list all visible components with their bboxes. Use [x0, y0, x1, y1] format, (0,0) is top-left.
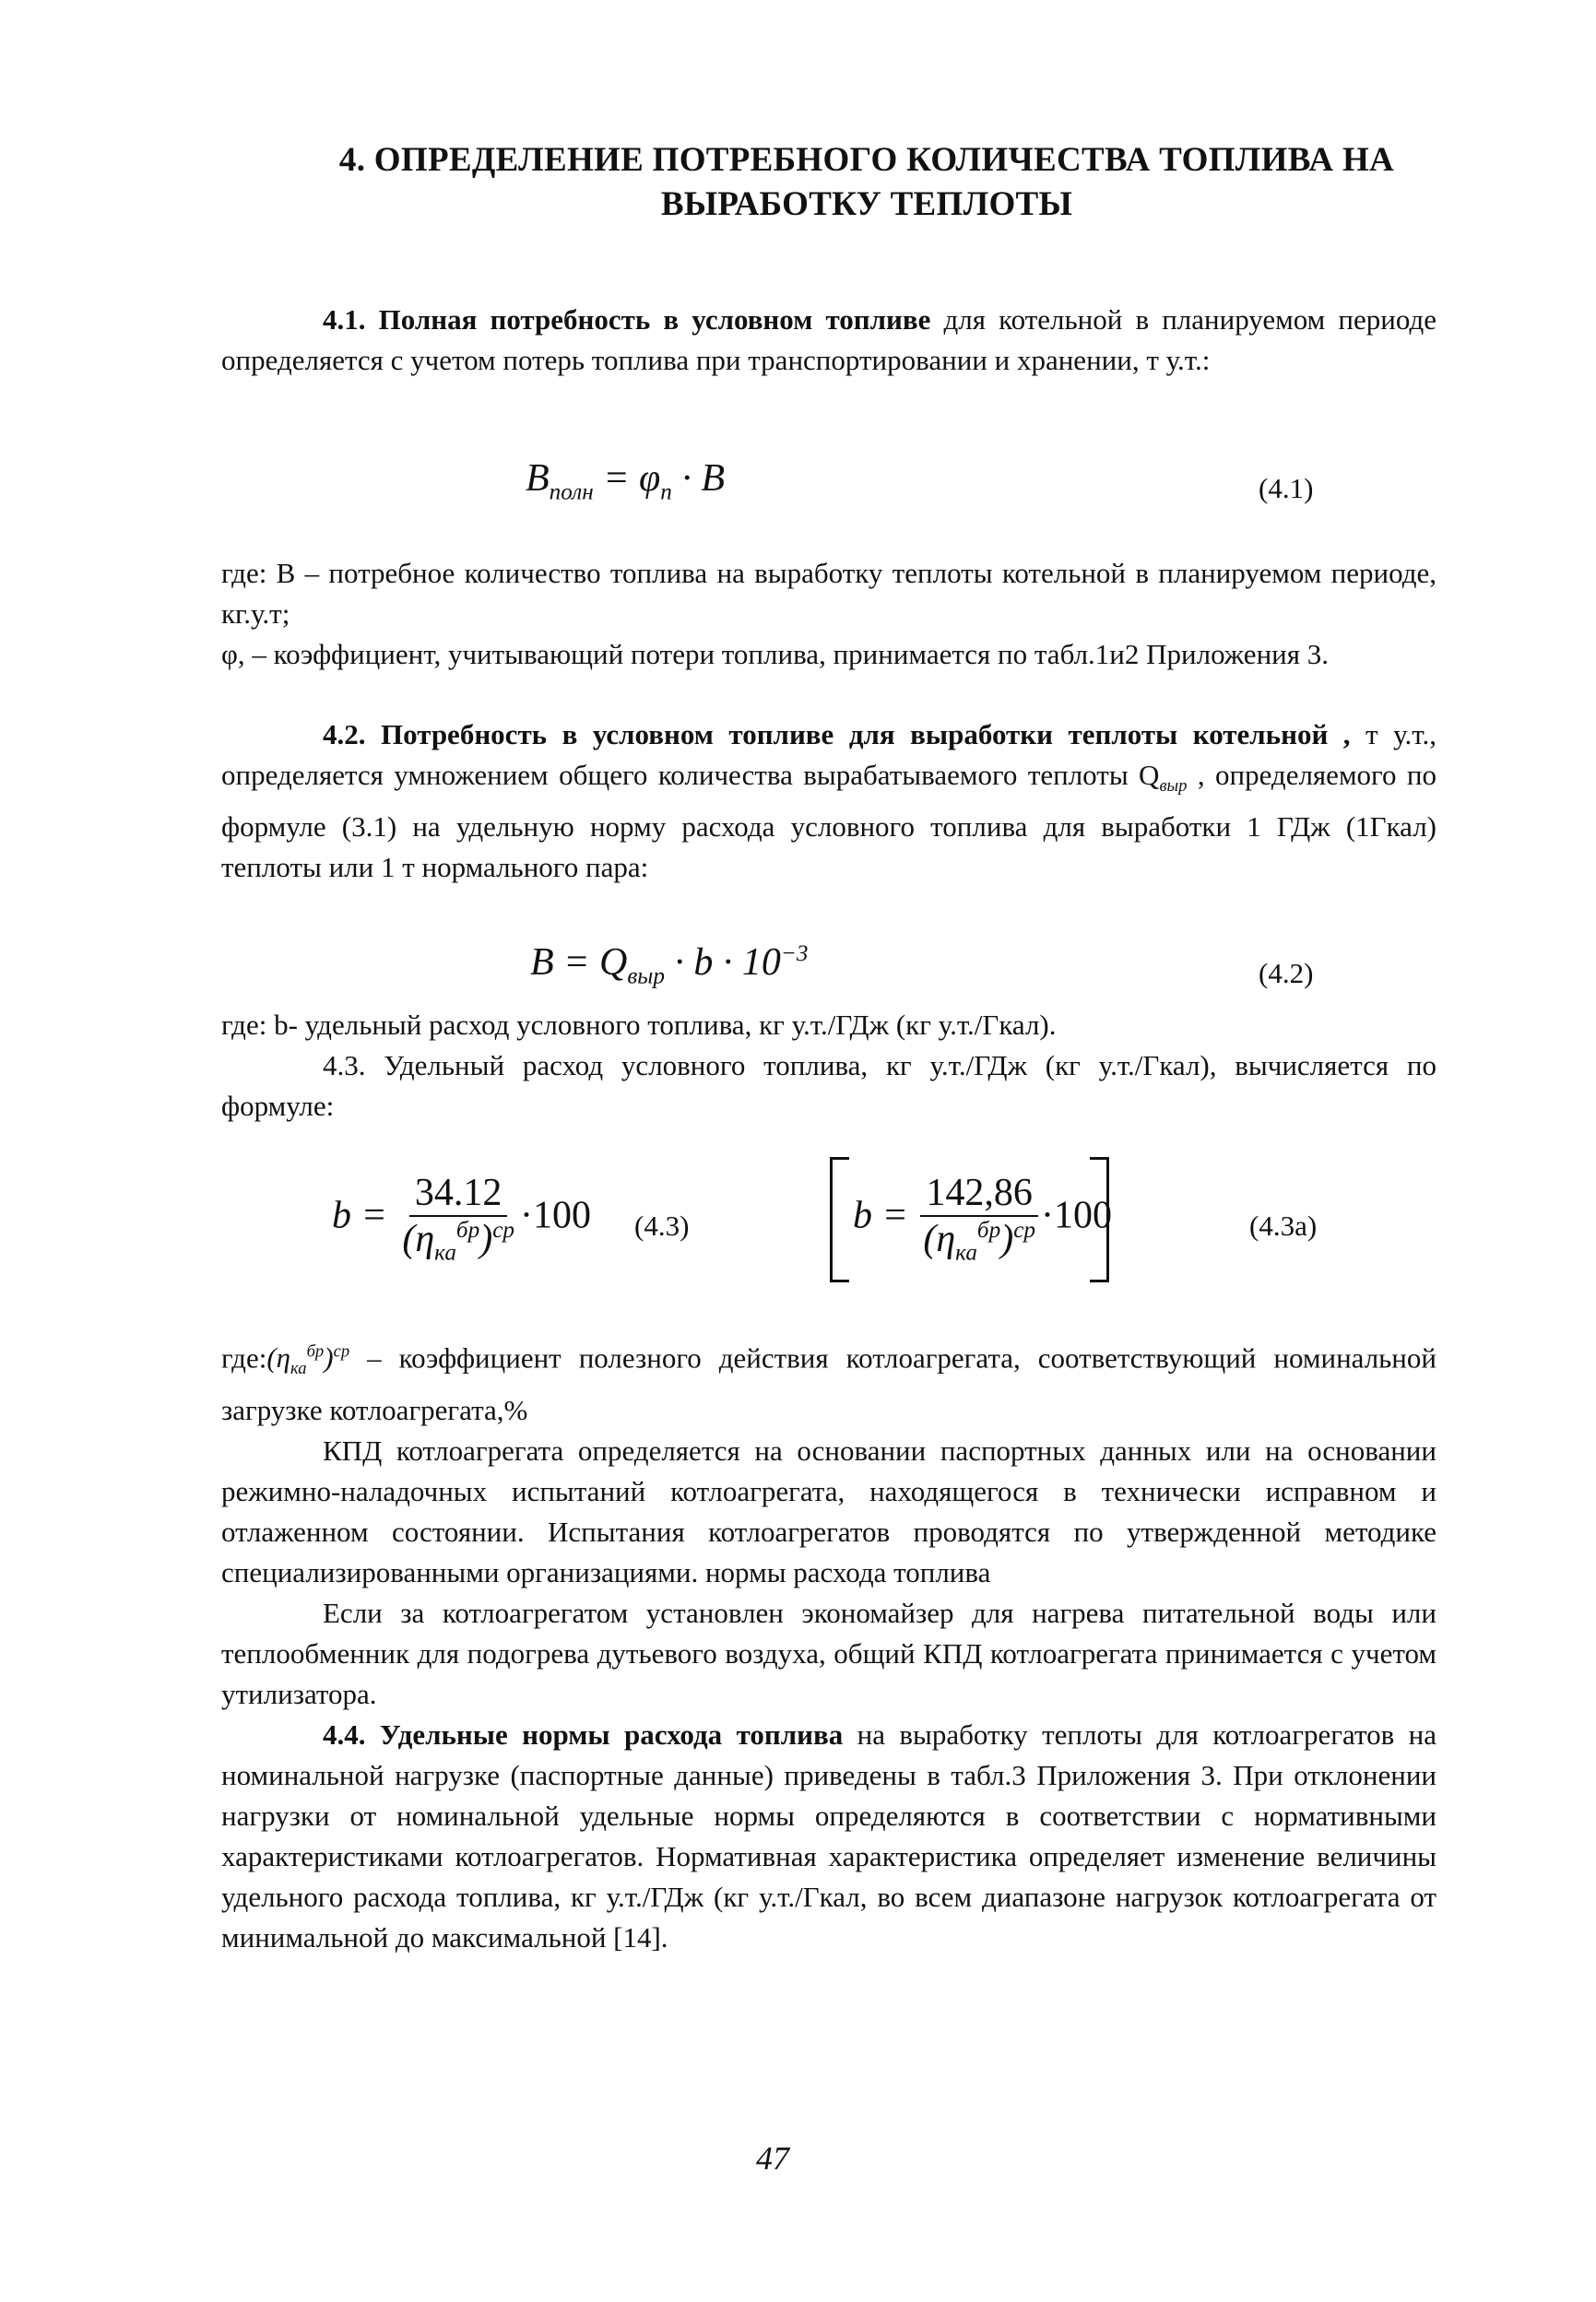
where-block-1	[221, 553, 1436, 675]
formula-4-3a-mul: ·100	[1040, 1194, 1112, 1237]
formula-4-3-denominator	[396, 1217, 520, 1266]
paragraph-4-1-text: для котельной в планируемом периоде определяется с учетом потерь топлива при транспортировании и хранении, т у.т.:	[221, 303, 1436, 376]
paragraph-4-3-lead: 4.3.	[323, 1049, 366, 1081]
formula-4-2-lhs: B = Q	[530, 941, 628, 984]
formula-4-3-fraction	[396, 1171, 520, 1266]
den-sup: бр	[455, 1218, 480, 1243]
paragraph-4-4-lead: 4.4. Удельные нормы расхода топлива	[323, 1718, 844, 1751]
eta-symbol: $(\eta_{ка}^{бр})^{ср}$	[266, 1341, 350, 1379]
kpd-paragraph: КПД котлоагрегата определяется на основании паспортных данных или на основании режимно-наладочных испытаний котлоагрегата, находящегося в технически исправном и отлаженном состоянии. Испытания котлоагрегатов проводятся по утвержденной методике специализированными организациями. нормы расхода топлива	[221, 1434, 1436, 1588]
paragraph-4-2-lead: 4.2. Потребность в условном топливе для выработки теплоты котельной ,	[323, 718, 1351, 750]
den-sub: ка	[434, 1240, 456, 1266]
equation-number-4-1: (4.1)	[1259, 472, 1314, 504]
den-open: (η	[402, 1218, 435, 1260]
formula-4-3-mul: ·100	[519, 1194, 591, 1237]
formula-4-1-rhs: = φ	[593, 457, 661, 500]
den-close: )	[479, 1218, 493, 1260]
formula-4-3a-numerator: 142,86	[920, 1171, 1038, 1217]
den-exp: ср	[492, 1218, 514, 1243]
formula-4-3-numerator: 34.12	[409, 1171, 508, 1217]
formula-4-1-lhs-sub: полн	[549, 479, 594, 505]
economizer-paragraph: Если за котлоагрегатом установлен экономайзер для нагрева питательной воды или теплообменник для подогрева дутьевого воздуха, общий КПД котлоагрегата принимается с учетом утилизатора.	[221, 1596, 1436, 1710]
formula-4-3a-b: b =	[853, 1194, 908, 1237]
paragraph-4-2-sub: выр	[1159, 776, 1188, 797]
paragraph-4-1	[221, 300, 1436, 381]
equation-number-4-3: (4.3)	[634, 1210, 690, 1242]
title-line-1: 4. ОПРЕДЕЛЕНИЕ ПОТРЕБНОГО КОЛИЧЕСТВА ТОПЛИВА НА	[338, 141, 1395, 179]
den-open: (η	[923, 1218, 956, 1260]
paragraph-4-2-text-2: , определяемого по формуле (3.1) на удельную норму расхода условного топлива для выработки 1 ГДж (1Гкал) теплоты или 1 т нормального пара:	[221, 759, 1436, 884]
den-sub: ка	[955, 1240, 977, 1266]
equation-number-4-3a: (4.3а)	[1249, 1210, 1318, 1242]
paragraph-4-1-lead: 4.1. Полная потребность в условном топливе	[323, 303, 931, 336]
where-block-2	[221, 1005, 1436, 1127]
where-b: где: b- удельный расход условного топлива, кг у.т./ГДж (кг у.т./Гкал).	[221, 1009, 1057, 1041]
den-exp: ср	[1013, 1218, 1035, 1243]
where-B: где: B – потребное количество топлива на выработку теплоты котельной в планируемом периоде, кг.у.т;	[221, 557, 1436, 630]
formula-4-3a	[853, 1171, 1112, 1266]
paragraph-4-2	[221, 714, 1436, 888]
title-line-2: ВЫРАБОТКУ ТЕПЛОТЫ	[660, 185, 1073, 223]
formula-4-3	[332, 1171, 591, 1266]
formula-4-2	[530, 940, 809, 989]
formula-4-1	[526, 456, 725, 505]
bracket-left	[830, 1157, 849, 1282]
where-phi: φ, – коэффициент, учитывающий потери топлива, принимается по табл.1и2 Приложения 3.	[221, 638, 1330, 670]
equation-number-4-2: (4.2)	[1259, 957, 1314, 989]
paragraph-4-2-text: т у.т., определяется умножением общего количества вырабатываемого теплоты Q	[221, 718, 1436, 791]
formula-4-3-b: b =	[332, 1194, 387, 1237]
den-sup: бр	[976, 1218, 1001, 1243]
section-title	[221, 138, 1512, 227]
where-eta-prefix: где:	[221, 1341, 267, 1375]
paragraph-4-3-text: Удельный расход условного топлива, кг у.т./ГДж (кг у.т./Гкал), вычисляется по формуле:	[221, 1049, 1436, 1122]
formula-4-2-sub: выр	[627, 963, 665, 989]
formula-4-1-rhs-sub: п	[660, 479, 672, 505]
where-eta-text: – коэффициент полезного действия котлоагрегата, соответствующий номинальной загрузке котлоагрегата,%	[221, 1341, 1436, 1426]
formula-4-2-sup: −3	[780, 941, 809, 966]
formula-4-2-tail: · b · 10	[664, 941, 781, 984]
formula-4-3a-denominator	[917, 1217, 1041, 1266]
formula-4-1-lhs: B	[526, 457, 550, 500]
paragraph-4-4-text: на выработку теплоты для котлоагрегатов на номинальной нагрузке (паспортные данные) приведены в табл.3 Приложения 3. При отклонении нагрузки от номинальной удельные нормы определяются в соответствии с нормативными характеристиками котлоагрегатов. Нормативная характеристика определяет изменение величины удельного расхода топлива, кг у.т./ГДж (кг у.т./Гкал, во всем диапазоне нагрузок котлоагрегата от минимальной до максимальной [14].	[221, 1718, 1436, 1954]
den-close: )	[1000, 1218, 1014, 1260]
formula-4-1-tail: · B	[671, 457, 726, 500]
where-eta-block	[221, 1332, 1436, 1958]
formula-4-3a-fraction	[917, 1171, 1041, 1266]
page-number: 47	[756, 2140, 789, 2177]
